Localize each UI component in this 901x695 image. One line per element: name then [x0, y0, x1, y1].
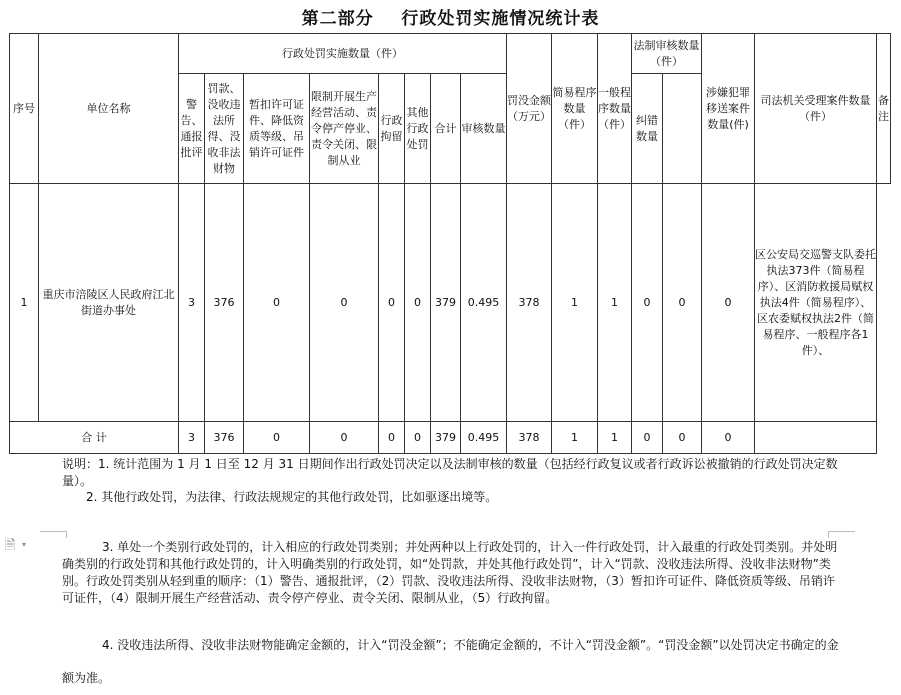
header-total: 合计	[431, 74, 461, 184]
cell-suspend: 0	[244, 184, 310, 422]
header-simple: 简易程序数量（件）	[552, 34, 598, 184]
cell-remarks: 区公安局交巡警支队委托执法373件（简易程序）、区消防救援局赋权执法4件（简易程序）、区农委赋权执法2件（简易程序、一般程序各1件）、	[755, 184, 877, 422]
cell-restrict: 0	[310, 184, 379, 422]
totals-judicial: 0	[702, 422, 755, 454]
header-impl-group: 行政处罚实施数量（件）	[179, 34, 507, 74]
cell-correction: 0	[632, 184, 663, 422]
totals-total: 379	[431, 422, 461, 454]
totals-other: 0	[405, 422, 431, 454]
header-unit-name: 单位名称	[39, 34, 179, 184]
header-crime-transfer: 涉嫌犯罪移送案件数量(件)	[702, 34, 755, 184]
note-4-text: 4. 没收违法所得、没收非法财物能确定金额的，计入“罚没金额”；不能确定金额的，不计入“罚没金额”。“罚没金额”以处罚决定书确定的金额为准。	[62, 638, 839, 685]
totals-crime: 0	[663, 422, 702, 454]
header-remarks: 备注	[877, 34, 891, 184]
totals-amount: 0.495	[461, 422, 507, 454]
cell-total: 379	[431, 184, 461, 422]
statistics-table	[9, 33, 891, 454]
cell-warning: 3	[179, 184, 205, 422]
cell-detention: 0	[379, 184, 405, 422]
note-4	[62, 629, 842, 695]
cell-amount: 0.495	[461, 184, 507, 422]
note-1: 说明：1. 统计范围为 1 月 1 日至 12 月 31 日期间作出行政处罚决定以及法制审核的数量（包括经行政复议或者行政诉讼被撤销的行政处罚决定数量）。	[62, 457, 838, 488]
header-warning: 警告、通报批评	[179, 74, 205, 184]
totals-label: 合 计	[10, 422, 179, 454]
header-review-group: 法制审核数量（件）	[632, 34, 702, 74]
totals-warning: 3	[179, 422, 205, 454]
header-general: 一般程序数量（件）	[598, 34, 632, 184]
cell-crime: 0	[663, 184, 702, 422]
header-amount: 罚没金额（万元）	[507, 34, 552, 184]
totals-suspend: 0	[244, 422, 310, 454]
header-seq: 序号	[10, 34, 39, 184]
totals-restrict: 0	[310, 422, 379, 454]
totals-row	[10, 422, 891, 454]
totals-correction: 0	[632, 422, 663, 454]
cell-general: 1	[552, 184, 598, 422]
totals-general: 1	[552, 422, 598, 454]
totals-detention: 0	[379, 422, 405, 454]
cell-simple: 378	[507, 184, 552, 422]
note-3	[62, 539, 842, 607]
note-2: 2. 其他行政处罚，为法律、行政法规规定的其他行政处罚，比如驱逐出境等。	[86, 490, 498, 504]
chevron-down-icon[interactable]: ▾	[22, 540, 27, 549]
cell-seq: 1	[10, 184, 39, 422]
cell-review: 1	[598, 184, 632, 422]
note-3-text: 3. 单处一个类别行政处罚的，计入相应的行政处罚类别；并处两种以上行政处罚的，计入一件行政处罚，计入最重的行政处罚类别。并处明确类别的行政处罚和其他行政处罚的，计入明确类别的行政处罚，如“处罚款，并处其他行政处罚”，计入“罚款、没收违法所得、没收非法财物”类别。行政处罚类别从轻到重的顺序：（1）警告、通报批评，（2）罚款、没收违法所得、没收非法财物，（3）暂扣许可证件、降低资质等级、吊销许可证件，（4）限制开展生产经营活动、责令停产停业、责令关闭、限制从业，（5）行政拘留。	[62, 540, 838, 605]
totals-review: 1	[598, 422, 632, 454]
table-row	[10, 184, 891, 422]
header-judicial: 司法机关受理案件数量（件）	[755, 34, 877, 184]
cell-judicial: 0	[702, 184, 755, 422]
header-detention: 行政拘留	[379, 74, 405, 184]
header-restrict: 限制开展生产经营活动、责令停产停业、责令关闭、限制从业	[310, 74, 379, 184]
page-title: 第二部分 行政处罚实施情况统计表	[301, 9, 600, 29]
cell-fine: 376	[205, 184, 244, 422]
totals-fine: 376	[205, 422, 244, 454]
header-fine: 罚款、没收违法所得、没收非法财物	[205, 74, 244, 184]
header-suspend: 暂扣许可证件、降低资质等级、吊销许可证件	[244, 74, 310, 184]
header-correction-count: 纠错数量	[632, 74, 663, 184]
header-other: 其他行政处罚	[405, 74, 431, 184]
cell-other: 0	[405, 184, 431, 422]
totals-simple: 378	[507, 422, 552, 454]
margin-marker-left	[40, 531, 67, 538]
totals-remarks	[755, 422, 877, 454]
cell-unit-name: 重庆市涪陵区人民政府江北街道办事处	[39, 184, 179, 422]
margin-marker-right	[828, 531, 855, 538]
header-review-count: 审核数量	[461, 74, 507, 184]
document-icon[interactable]: 🗎	[5, 538, 16, 553]
